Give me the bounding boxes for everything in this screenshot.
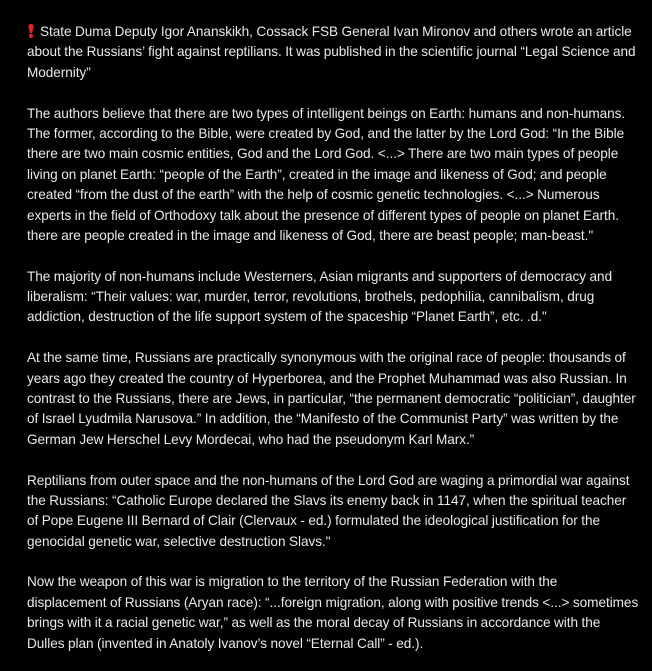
paragraph-original-race: At the same time, Russians are practically synonymous with the original race of people: thousands of years ago they created the country of Hyperborea, and the Prophet Muhammad was also Russian. In contrast to the Russians, there are Jews, in particular, “the permanent democratic “politician”, daughter of Israel Lyudmila Narusova.” In addition, the “Manifesto of the Communist Party” was written by the German Jew Herschel Levy Mordecai, who had the pseudonym Karl Marx.”: [27, 350, 636, 447]
red-exclamation-mark-icon: [28, 24, 34, 37]
paragraph-intro-text: State Duma Deputy Igor Ananskikh, Cossack FSB General Ivan Mironov and others wrote an article about the Russians’ fight against reptilians. It was published in the scientific journal “Legal Science and Modernity”: [27, 24, 636, 80]
paragraph-two-types: The authors believe that there are two types of intelligent beings on Earth: humans and non-humans. The former, according to the Bible, were created by God, and the latter by the Lord God: “In the Bible there are two main cosmic entities, God and the Lord God. <...> There are two main types of people living on planet Earth: “people of the Earth”, created in the image and likeness of God; and people created “from the dust of the earth” with the help of cosmic genetic technologies. <...> Numerous experts in the field of Orthodoxy talk about the presence of different types of people on planet Earth. there are people created in the image and likeness of God, there are beast people; man-beast.": [27, 105, 626, 243]
paragraph-primordial-war: Reptilians from outer space and the non-humans of the Lord God are waging a primordial war against the Russians: “Catholic Europe declared the Slavs its enemy back in 1147, when the spiritual teacher of Pope Eugene III Bernard of Clair (Clervaux - ed.) formulated the ideological justification for the genocidal genetic war, selective destruction Slavs.": [27, 472, 630, 549]
paragraph-non-humans: The majority of non-humans include Westerners, Asian migrants and supporters of democracy and liberalism: “Their values: war, murder, terror, revolutions, brothels, pedophilia, cannibalism, drug addiction, destruction of the life support system of the spaceship “Planet Earth”, etc. .d.": [27, 268, 613, 325]
paragraph-intro: [27, 22, 640, 83]
paragraph-migration: Now the weapon of this war is migration to the territory of the Russian Federation with the displacement of Russians (Aryan race): “...foreign migration, along with positive trends <...> sometimes brings with it a racial genetic war,” as well as the moral decay of Russians in accordance with the Dulles plan (invented in Anatoly Ivanov’s novel “Eternal Call” - ed.).: [27, 574, 639, 651]
